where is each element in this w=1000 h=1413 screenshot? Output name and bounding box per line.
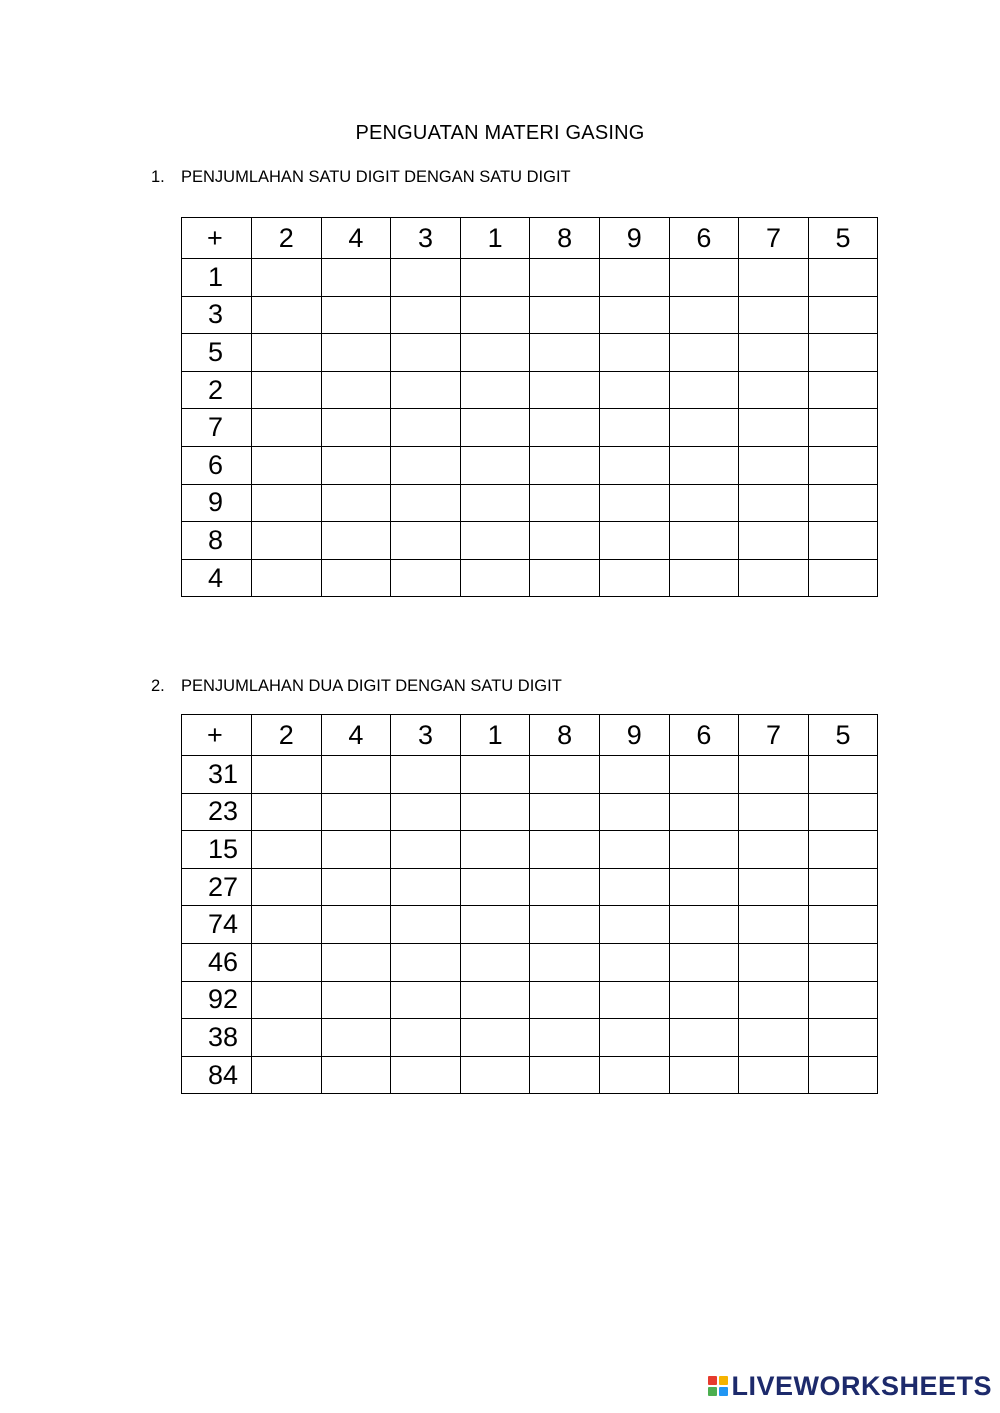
- answer-cell[interactable]: [252, 334, 322, 372]
- table-row: [182, 446, 878, 484]
- answer-cell[interactable]: [739, 1056, 809, 1094]
- section-heading-text: PENJUMLAHAN SATU DIGIT DENGAN SATU DIGIT: [181, 168, 571, 186]
- answer-cell[interactable]: [599, 409, 669, 447]
- table-row: [182, 409, 878, 447]
- column-header: 8: [530, 218, 600, 259]
- answer-cell[interactable]: [321, 906, 391, 944]
- answer-cell[interactable]: [252, 371, 322, 409]
- answer-cell[interactable]: [391, 559, 461, 597]
- answer-cell[interactable]: [669, 981, 739, 1019]
- row-header: 31: [182, 756, 252, 794]
- answer-cell[interactable]: [321, 522, 391, 560]
- answer-cell[interactable]: [530, 559, 600, 597]
- answer-cell[interactable]: [739, 559, 809, 597]
- answer-cell[interactable]: [530, 1019, 600, 1057]
- answer-cell[interactable]: [252, 793, 322, 831]
- answer-cell[interactable]: [321, 981, 391, 1019]
- answer-cell[interactable]: [669, 409, 739, 447]
- row-header: 8: [182, 522, 252, 560]
- answer-cell[interactable]: [739, 446, 809, 484]
- column-header: 8: [530, 715, 600, 756]
- answer-cell[interactable]: [252, 868, 322, 906]
- answer-cell[interactable]: [252, 831, 322, 869]
- answer-cell[interactable]: [530, 1056, 600, 1094]
- section-number: 1.: [151, 168, 165, 186]
- answer-cell[interactable]: [669, 522, 739, 560]
- answer-cell[interactable]: [599, 334, 669, 372]
- answer-cell[interactable]: [252, 559, 322, 597]
- answer-cell[interactable]: [391, 259, 461, 297]
- table-row: [182, 943, 878, 981]
- answer-cell[interactable]: [391, 831, 461, 869]
- answer-cell[interactable]: [460, 409, 530, 447]
- answer-cell[interactable]: [599, 756, 669, 794]
- answer-cell[interactable]: [599, 559, 669, 597]
- answer-cell[interactable]: [321, 334, 391, 372]
- answer-cell[interactable]: [739, 943, 809, 981]
- column-header: 3: [391, 715, 461, 756]
- answer-cell[interactable]: [530, 296, 600, 334]
- answer-cell[interactable]: [669, 559, 739, 597]
- brand-text: LIVEWORKSHEETS: [731, 1370, 992, 1401]
- column-header: 7: [739, 218, 809, 259]
- answer-cell[interactable]: [808, 793, 878, 831]
- answer-cell[interactable]: [739, 793, 809, 831]
- answer-cell[interactable]: [460, 259, 530, 297]
- column-header: 6: [669, 715, 739, 756]
- answer-cell[interactable]: [808, 334, 878, 372]
- answer-cell[interactable]: [739, 868, 809, 906]
- column-header: 4: [321, 218, 391, 259]
- answer-cell[interactable]: [599, 484, 669, 522]
- answer-cell[interactable]: [808, 906, 878, 944]
- answer-cell[interactable]: [460, 793, 530, 831]
- answer-cell[interactable]: [599, 831, 669, 869]
- table-row: [182, 484, 878, 522]
- table-row: [182, 868, 878, 906]
- answer-cell[interactable]: [460, 831, 530, 869]
- answer-cell[interactable]: [599, 371, 669, 409]
- answer-cell[interactable]: [391, 334, 461, 372]
- answer-cell[interactable]: [321, 296, 391, 334]
- answer-cell[interactable]: [599, 906, 669, 944]
- addition-grid-2: [181, 714, 878, 1094]
- answer-cell[interactable]: [599, 296, 669, 334]
- answer-cell[interactable]: [530, 756, 600, 794]
- row-header: 5: [182, 334, 252, 372]
- answer-cell[interactable]: [460, 371, 530, 409]
- answer-cell[interactable]: [252, 296, 322, 334]
- answer-cell[interactable]: [391, 1019, 461, 1057]
- answer-cell[interactable]: [669, 943, 739, 981]
- answer-cell[interactable]: [599, 981, 669, 1019]
- section-heading-text: PENJUMLAHAN DUA DIGIT DENGAN SATU DIGIT: [181, 677, 562, 695]
- answer-cell[interactable]: [808, 559, 878, 597]
- answer-cell[interactable]: [252, 484, 322, 522]
- answer-cell[interactable]: [460, 1056, 530, 1094]
- table-row: [182, 831, 878, 869]
- answer-cell[interactable]: [669, 334, 739, 372]
- liveworksheets-logo-icon: [708, 1376, 728, 1396]
- answer-cell[interactable]: [391, 409, 461, 447]
- answer-cell[interactable]: [808, 943, 878, 981]
- answer-cell[interactable]: [808, 522, 878, 560]
- answer-cell[interactable]: [321, 1056, 391, 1094]
- answer-cell[interactable]: [252, 906, 322, 944]
- table-row: [182, 793, 878, 831]
- answer-cell[interactable]: [808, 756, 878, 794]
- answer-cell[interactable]: [808, 484, 878, 522]
- answer-cell[interactable]: [460, 756, 530, 794]
- answer-cell[interactable]: [599, 259, 669, 297]
- row-header: 15: [182, 831, 252, 869]
- table-row: [182, 906, 878, 944]
- answer-cell[interactable]: [321, 831, 391, 869]
- answer-cell[interactable]: [808, 371, 878, 409]
- column-header: 5: [808, 715, 878, 756]
- page-title: PENGUATAN MATERI GASING: [355, 122, 645, 144]
- answer-cell[interactable]: [252, 409, 322, 447]
- operator-cell: +: [182, 715, 252, 756]
- answer-cell[interactable]: [321, 484, 391, 522]
- answer-cell[interactable]: [530, 484, 600, 522]
- answer-cell[interactable]: [460, 868, 530, 906]
- section-number: 2.: [151, 677, 165, 695]
- answer-cell[interactable]: [321, 559, 391, 597]
- answer-cell[interactable]: [391, 371, 461, 409]
- answer-cell[interactable]: [530, 334, 600, 372]
- answer-cell[interactable]: [460, 1019, 530, 1057]
- column-header: 2: [252, 715, 322, 756]
- answer-cell[interactable]: [252, 259, 322, 297]
- answer-cell[interactable]: [808, 981, 878, 1019]
- answer-cell[interactable]: [808, 1019, 878, 1057]
- column-header: 1: [460, 218, 530, 259]
- answer-cell[interactable]: [321, 943, 391, 981]
- answer-cell[interactable]: [391, 446, 461, 484]
- answer-cell[interactable]: [599, 943, 669, 981]
- answer-cell[interactable]: [808, 1056, 878, 1094]
- table-row: [182, 259, 878, 297]
- row-header: 84: [182, 1056, 252, 1094]
- answer-cell[interactable]: [460, 559, 530, 597]
- answer-cell[interactable]: [808, 446, 878, 484]
- row-header: 4: [182, 559, 252, 597]
- answer-cell[interactable]: [739, 981, 809, 1019]
- answer-cell[interactable]: [391, 756, 461, 794]
- row-header: 23: [182, 793, 252, 831]
- answer-cell[interactable]: [530, 906, 600, 944]
- column-header: 9: [599, 218, 669, 259]
- answer-cell[interactable]: [460, 484, 530, 522]
- answer-cell[interactable]: [739, 831, 809, 869]
- table-row: [182, 756, 878, 794]
- operator-cell: +: [182, 218, 252, 259]
- answer-cell[interactable]: [530, 981, 600, 1019]
- row-header: 6: [182, 446, 252, 484]
- answer-cell[interactable]: [808, 259, 878, 297]
- row-header: 3: [182, 296, 252, 334]
- answer-cell[interactable]: [460, 943, 530, 981]
- answer-cell[interactable]: [739, 259, 809, 297]
- answer-cell[interactable]: [739, 371, 809, 409]
- column-header: 4: [321, 715, 391, 756]
- row-header: 27: [182, 868, 252, 906]
- answer-cell[interactable]: [808, 296, 878, 334]
- answer-cell[interactable]: [669, 793, 739, 831]
- answer-cell[interactable]: [739, 522, 809, 560]
- answer-cell[interactable]: [530, 409, 600, 447]
- answer-cell[interactable]: [391, 522, 461, 560]
- table-row: [182, 1056, 878, 1094]
- answer-cell[interactable]: [460, 446, 530, 484]
- answer-cell[interactable]: [460, 522, 530, 560]
- table-row: [182, 296, 878, 334]
- answer-cell[interactable]: [739, 296, 809, 334]
- section-heading-2: [151, 677, 562, 696]
- answer-cell[interactable]: [391, 296, 461, 334]
- answer-cell[interactable]: [739, 409, 809, 447]
- table-row: [182, 981, 878, 1019]
- answer-cell[interactable]: [669, 868, 739, 906]
- answer-cell[interactable]: [669, 446, 739, 484]
- answer-cell[interactable]: [530, 831, 600, 869]
- answer-cell[interactable]: [599, 1056, 669, 1094]
- column-header: 7: [739, 715, 809, 756]
- answer-cell[interactable]: [599, 446, 669, 484]
- answer-cell[interactable]: [252, 1019, 322, 1057]
- answer-cell[interactable]: [252, 981, 322, 1019]
- answer-cell[interactable]: [391, 868, 461, 906]
- answer-cell[interactable]: [808, 831, 878, 869]
- answer-cell[interactable]: [460, 334, 530, 372]
- answer-cell[interactable]: [599, 793, 669, 831]
- row-header: 1: [182, 259, 252, 297]
- table-row: [182, 1019, 878, 1057]
- answer-cell[interactable]: [669, 371, 739, 409]
- answer-cell[interactable]: [321, 868, 391, 906]
- answer-cell[interactable]: [252, 1056, 322, 1094]
- column-header: 2: [252, 218, 322, 259]
- row-header: 92: [182, 981, 252, 1019]
- answer-cell[interactable]: [669, 1056, 739, 1094]
- row-header: 9: [182, 484, 252, 522]
- answer-cell[interactable]: [460, 296, 530, 334]
- answer-cell[interactable]: [669, 296, 739, 334]
- answer-cell[interactable]: [252, 756, 322, 794]
- answer-cell[interactable]: [530, 868, 600, 906]
- answer-cell[interactable]: [599, 868, 669, 906]
- row-header: 38: [182, 1019, 252, 1057]
- answer-cell[interactable]: [669, 484, 739, 522]
- column-header: 6: [669, 218, 739, 259]
- answer-cell[interactable]: [669, 756, 739, 794]
- row-header: 2: [182, 371, 252, 409]
- column-header: 9: [599, 715, 669, 756]
- answer-cell[interactable]: [739, 334, 809, 372]
- answer-cell[interactable]: [669, 1019, 739, 1057]
- answer-cell[interactable]: [530, 446, 600, 484]
- answer-cell[interactable]: [530, 943, 600, 981]
- answer-cell[interactable]: [739, 484, 809, 522]
- answer-cell[interactable]: [808, 409, 878, 447]
- answer-cell[interactable]: [391, 793, 461, 831]
- header-row: [182, 715, 878, 756]
- answer-cell[interactable]: [321, 793, 391, 831]
- table-row: [182, 559, 878, 597]
- answer-cell[interactable]: [391, 484, 461, 522]
- table-row: [182, 334, 878, 372]
- answer-cell[interactable]: [530, 371, 600, 409]
- column-header: 5: [808, 218, 878, 259]
- answer-cell[interactable]: [669, 831, 739, 869]
- answer-cell[interactable]: [530, 793, 600, 831]
- answer-cell[interactable]: [530, 259, 600, 297]
- row-header: 74: [182, 906, 252, 944]
- row-header: 46: [182, 943, 252, 981]
- answer-cell[interactable]: [321, 409, 391, 447]
- section-heading-1: [151, 168, 571, 187]
- answer-cell[interactable]: [808, 868, 878, 906]
- answer-cell[interactable]: [252, 522, 322, 560]
- answer-cell[interactable]: [391, 1056, 461, 1094]
- answer-cell[interactable]: [599, 522, 669, 560]
- answer-cell[interactable]: [460, 906, 530, 944]
- answer-cell[interactable]: [252, 943, 322, 981]
- answer-cell[interactable]: [321, 1019, 391, 1057]
- answer-cell[interactable]: [391, 981, 461, 1019]
- answer-cell[interactable]: [669, 259, 739, 297]
- liveworksheets-brand[interactable]: [708, 1371, 992, 1401]
- answer-cell[interactable]: [530, 522, 600, 560]
- column-header: 1: [460, 715, 530, 756]
- answer-cell[interactable]: [739, 1019, 809, 1057]
- answer-cell[interactable]: [460, 981, 530, 1019]
- answer-cell[interactable]: [391, 906, 461, 944]
- answer-cell[interactable]: [321, 446, 391, 484]
- answer-cell[interactable]: [599, 1019, 669, 1057]
- column-header: 3: [391, 218, 461, 259]
- answer-cell[interactable]: [321, 259, 391, 297]
- table-row: [182, 522, 878, 560]
- answer-cell[interactable]: [739, 906, 809, 944]
- addition-grid-1: [181, 217, 878, 597]
- answer-cell[interactable]: [321, 756, 391, 794]
- answer-cell[interactable]: [669, 906, 739, 944]
- answer-cell[interactable]: [739, 756, 809, 794]
- row-header: 7: [182, 409, 252, 447]
- answer-cell[interactable]: [252, 446, 322, 484]
- header-row: [182, 218, 878, 259]
- table-row: [182, 371, 878, 409]
- answer-cell[interactable]: [321, 371, 391, 409]
- answer-cell[interactable]: [391, 943, 461, 981]
